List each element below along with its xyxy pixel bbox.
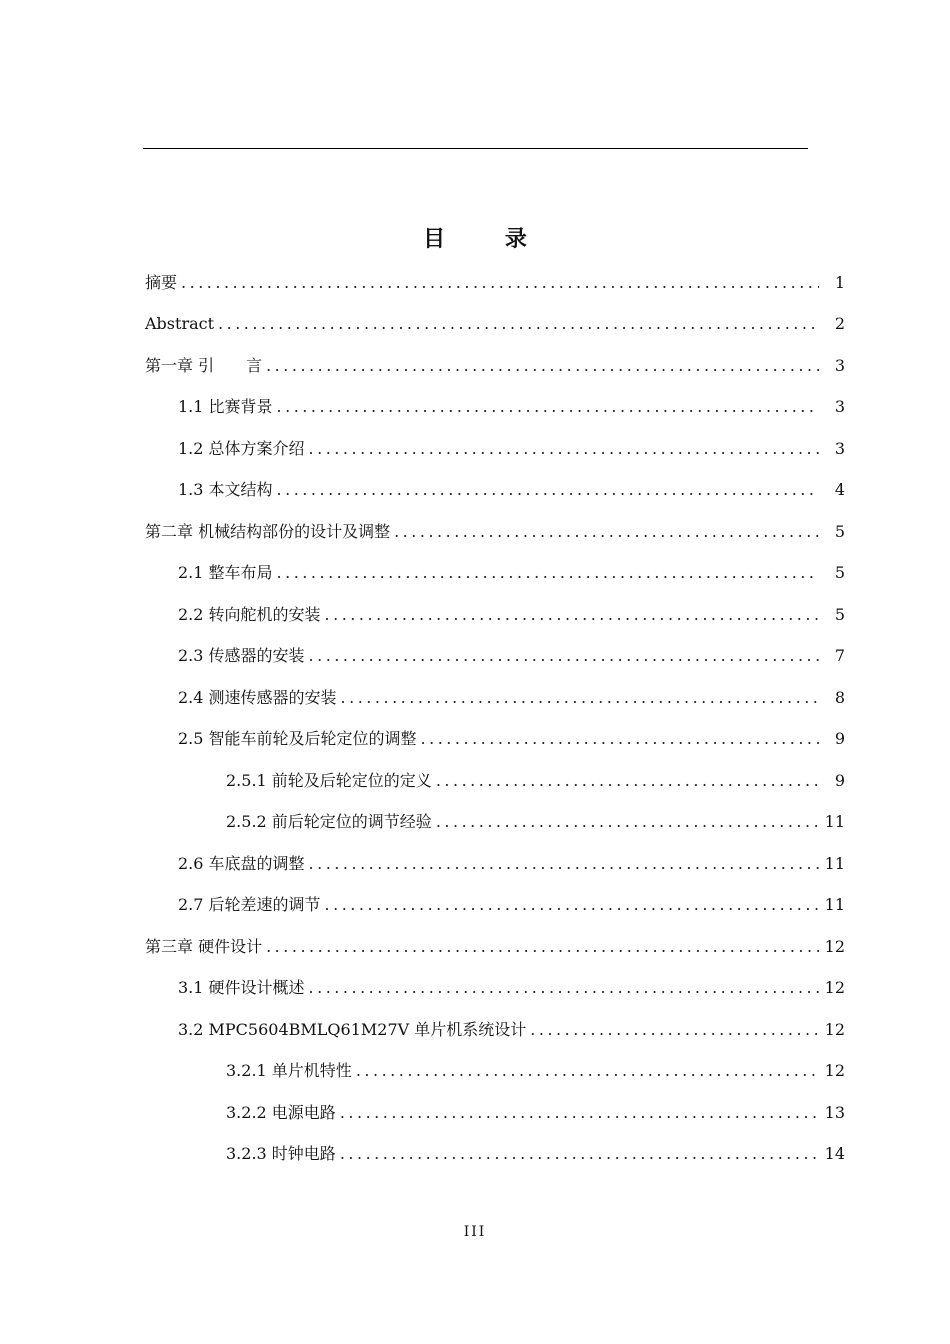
toc-entry-page-number: 7 xyxy=(834,646,845,666)
toc-dot-leader xyxy=(394,522,819,542)
toc-entry-label: 1.1 比赛背景 xyxy=(178,397,273,417)
toc-dot-leader xyxy=(340,1144,819,1164)
toc-entry-label: 3.2.2 电源电路 xyxy=(226,1102,336,1122)
toc-dot-leader xyxy=(309,978,819,998)
toc-dot-leader xyxy=(277,480,819,500)
toc-entry-page-number: 11 xyxy=(824,812,845,832)
toc-title: 目 录 xyxy=(423,227,553,252)
toc-entry-label: 2.2 转向舵机的安装 xyxy=(178,604,321,624)
toc-dot-leader xyxy=(181,273,819,293)
toc-entry-page-number: 5 xyxy=(834,521,845,541)
toc-entry[interactable] xyxy=(0,885,950,927)
toc-entry[interactable] xyxy=(0,262,950,304)
toc-entry[interactable] xyxy=(0,553,950,595)
toc-entry[interactable] xyxy=(0,1092,950,1134)
toc-entry-page-number: 12 xyxy=(824,978,845,998)
toc-dot-leader xyxy=(436,812,819,832)
toc-dot-leader xyxy=(309,854,819,874)
toc-dot-leader xyxy=(266,356,819,376)
toc-dot-leader xyxy=(325,895,819,915)
toc-entry-page-number: 5 xyxy=(834,563,845,583)
toc-entry-label: 3.2.3 时钟电路 xyxy=(226,1144,336,1164)
toc-entry[interactable] xyxy=(0,636,950,678)
toc-entry-page-number: 1 xyxy=(834,272,845,292)
toc-entry-label: 2.4 测速传感器的安装 xyxy=(178,687,337,707)
toc-entry[interactable] xyxy=(0,470,950,512)
toc-entry-page-number: 11 xyxy=(824,853,845,873)
toc-entry-label: 3.2.1 单片机特性 xyxy=(226,1061,352,1081)
toc-dot-leader xyxy=(340,1103,819,1123)
toc-entry-page-number: 4 xyxy=(834,480,845,500)
toc-entry-label: 1.2 总体方案介绍 xyxy=(178,438,305,458)
toc-entry-label: 摘要 xyxy=(145,272,178,292)
toc-entry-label: Abstract xyxy=(145,314,215,334)
toc-entry-page-number: 12 xyxy=(824,936,845,956)
toc-entry[interactable] xyxy=(0,1009,950,1051)
toc-entry-page-number: 11 xyxy=(824,895,845,915)
toc-entry-page-number: 3 xyxy=(834,438,845,458)
toc-dot-leader xyxy=(530,1020,819,1040)
toc-entry-label: 1.3 本文结构 xyxy=(178,480,273,500)
toc-dot-leader xyxy=(277,397,819,417)
toc-dot-leader xyxy=(325,605,819,625)
toc-dot-leader xyxy=(218,314,819,334)
header-rule xyxy=(143,148,808,149)
table-of-contents xyxy=(0,262,950,1175)
toc-dot-leader xyxy=(436,771,819,791)
toc-entry-label: 2.7 后轮差速的调节 xyxy=(178,895,321,915)
toc-entry-label: 第三章 硬件设计 xyxy=(145,936,263,956)
toc-entry-label: 第二章 机械结构部份的设计及调整 xyxy=(145,521,391,541)
toc-entry-page-number: 9 xyxy=(834,770,845,790)
toc-entry[interactable] xyxy=(0,345,950,387)
toc-dot-leader xyxy=(356,1061,819,1081)
toc-dot-leader xyxy=(277,563,819,583)
toc-entry-label: 第一章 引 言 xyxy=(145,355,263,375)
toc-entry[interactable] xyxy=(0,719,950,761)
toc-entry-page-number: 13 xyxy=(824,1102,845,1122)
toc-entry[interactable] xyxy=(0,968,950,1010)
toc-entry[interactable] xyxy=(0,1134,950,1176)
toc-entry-page-number: 3 xyxy=(834,355,845,375)
page-number: III xyxy=(463,1224,487,1240)
toc-entry-label: 2.5.2 前后轮定位的调节经验 xyxy=(226,812,432,832)
toc-dot-leader xyxy=(421,729,819,749)
toc-entry[interactable] xyxy=(0,760,950,802)
toc-entry[interactable] xyxy=(0,387,950,429)
toc-entry[interactable] xyxy=(0,843,950,885)
toc-entry[interactable] xyxy=(0,677,950,719)
toc-dot-leader xyxy=(266,937,819,957)
toc-entry[interactable] xyxy=(0,594,950,636)
toc-entry-label: 2.5 智能车前轮及后轮定位的调整 xyxy=(178,729,417,749)
toc-entry[interactable] xyxy=(0,802,950,844)
toc-entry-page-number: 3 xyxy=(834,397,845,417)
toc-entry-page-number: 9 xyxy=(834,729,845,749)
toc-entry-label: 2.5.1 前轮及后轮定位的定义 xyxy=(226,770,432,790)
toc-entry-label: 3.1 硬件设计概述 xyxy=(178,978,305,998)
toc-dot-leader xyxy=(309,439,819,459)
toc-entry-label: 2.6 车底盘的调整 xyxy=(178,853,305,873)
toc-entry-page-number: 14 xyxy=(824,1144,845,1164)
toc-dot-leader xyxy=(309,646,819,666)
toc-entry-page-number: 12 xyxy=(824,1061,845,1081)
toc-entry[interactable] xyxy=(0,511,950,553)
toc-entry-page-number: 2 xyxy=(834,314,845,334)
toc-entry-label: 2.3 传感器的安装 xyxy=(178,646,305,666)
toc-entry[interactable] xyxy=(0,926,950,968)
toc-entry-page-number: 8 xyxy=(834,687,845,707)
toc-entry-page-number: 5 xyxy=(834,604,845,624)
toc-entry[interactable] xyxy=(0,1051,950,1093)
toc-entry[interactable] xyxy=(0,304,950,346)
toc-entry-label: 2.1 整车布局 xyxy=(178,563,273,583)
toc-entry[interactable] xyxy=(0,428,950,470)
toc-entry-page-number: 12 xyxy=(824,1019,845,1039)
toc-entry-label: 3.2 MPC5604BMLQ61M27V 单片机系统设计 xyxy=(178,1019,527,1039)
toc-dot-leader xyxy=(341,688,819,708)
